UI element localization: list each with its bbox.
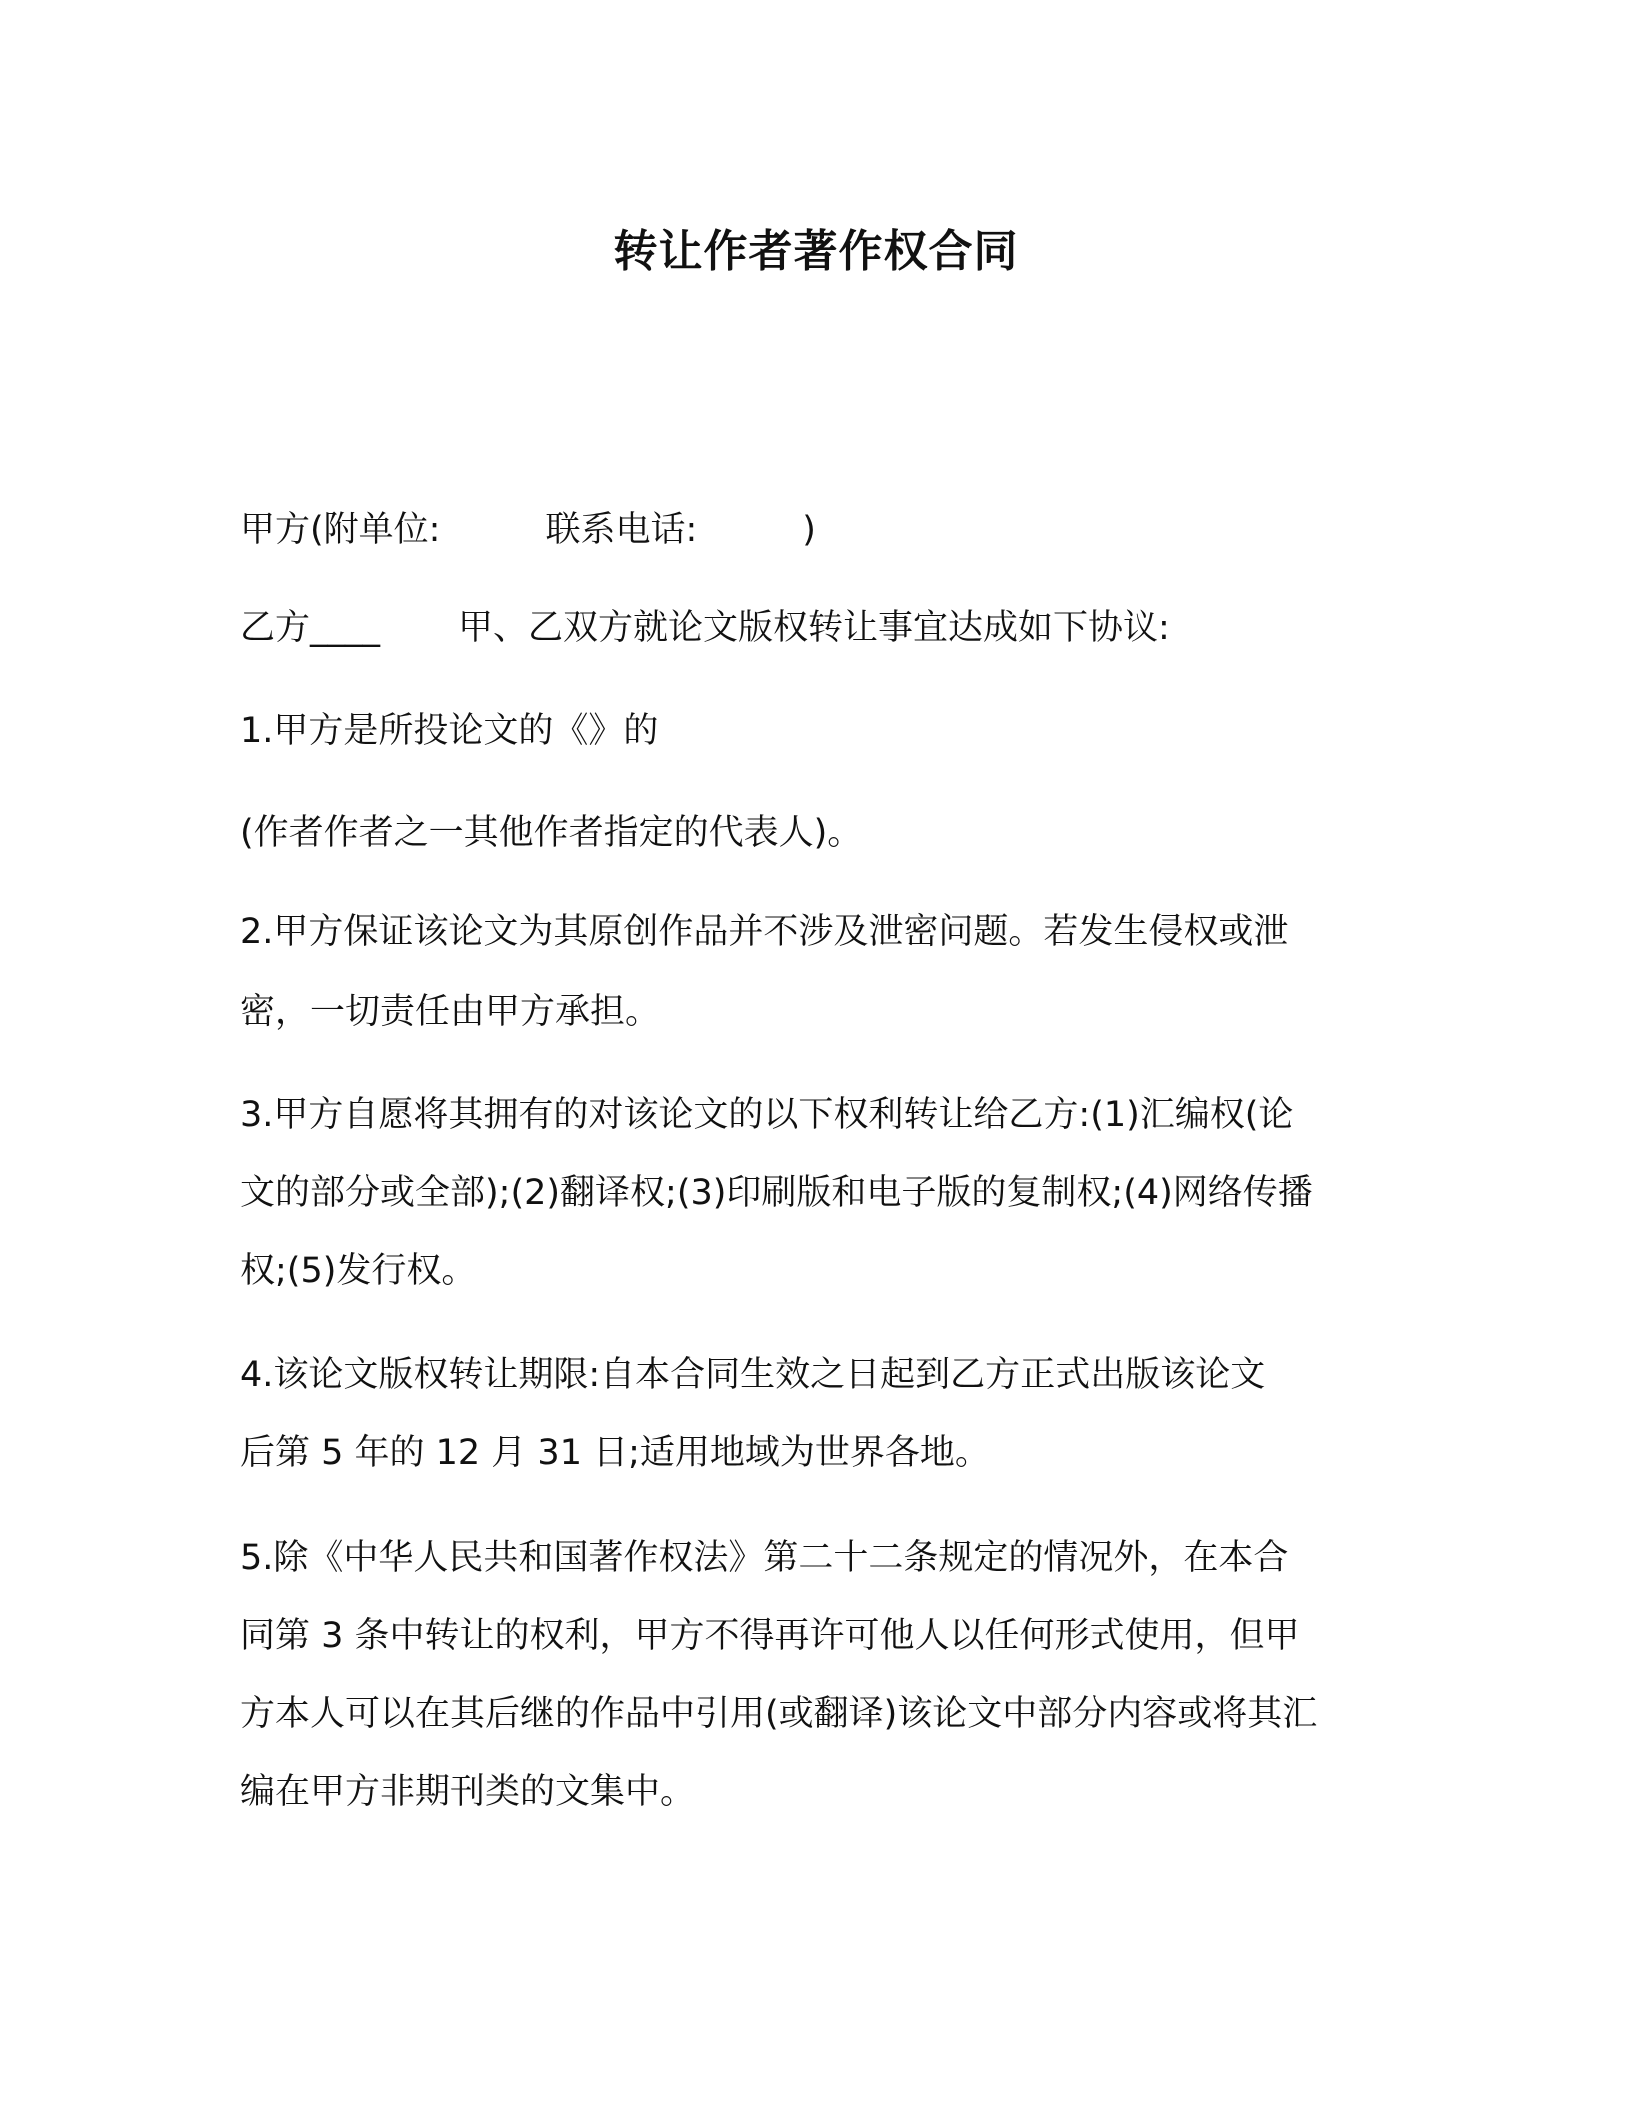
- clause-4-line-2: 后第 5 年的 12 月 31 日;适用地域为世界各地。: [240, 1433, 990, 1473]
- party-a-label: 甲方(附单位:: [240, 510, 441, 550]
- clause-5-line-1: 5.除《中华人民共和国著作权法》第二十二条规定的情况外，在本合: [240, 1538, 1289, 1578]
- clause-4-line-1: 4.该论文版权转让期限:自本合同生效之日起到乙方正式出版该论文: [240, 1355, 1266, 1395]
- clause-2-line-2: 密，一切责任由甲方承担。: [240, 992, 661, 1032]
- clause-3-line-3: 权;(5)发行权。: [240, 1251, 477, 1291]
- clause-3-line-1: 3.甲方自愿将其拥有的对该论文的以下权利转让给乙方:(1)汇编权(论: [240, 1095, 1294, 1135]
- party-a-close: ): [802, 510, 816, 550]
- agreement-intro: 甲、乙双方就论文版权转让事宜达成如下协议:: [458, 608, 1170, 648]
- clause-2-line-1: 2.甲方保证该论文为其原创作品并不涉及泄密问题。若发生侵权或泄: [240, 912, 1289, 952]
- clause-5-line-4: 编在甲方非期刊类的文集中。: [240, 1772, 696, 1812]
- clause-1-line-2: (作者作者之一其他作者指定的代表人)。: [240, 813, 863, 853]
- clause-5-line-3: 方本人可以在其后继的作品中引用(或翻译)该论文中部分内容或将其汇: [240, 1694, 1318, 1734]
- clause-5-line-2: 同第 3 条中转让的权利，甲方不得再许可他人以任何形式使用，但甲: [240, 1616, 1300, 1656]
- document-title: 转让作者著作权合同: [613, 226, 1019, 277]
- clause-3-line-2: 文的部分或全部);(2)翻译权;(3)印刷版和电子版的复制权;(4)网络传播: [240, 1173, 1313, 1213]
- party-b-label: 乙方____: [240, 608, 381, 648]
- party-a-contact-label: 联系电话:: [545, 510, 698, 550]
- party-a-line: [240, 505, 1400, 555]
- party-b-line: [240, 603, 1400, 653]
- clause-1-line-1: 1.甲方是所投论文的《》的: [240, 711, 659, 751]
